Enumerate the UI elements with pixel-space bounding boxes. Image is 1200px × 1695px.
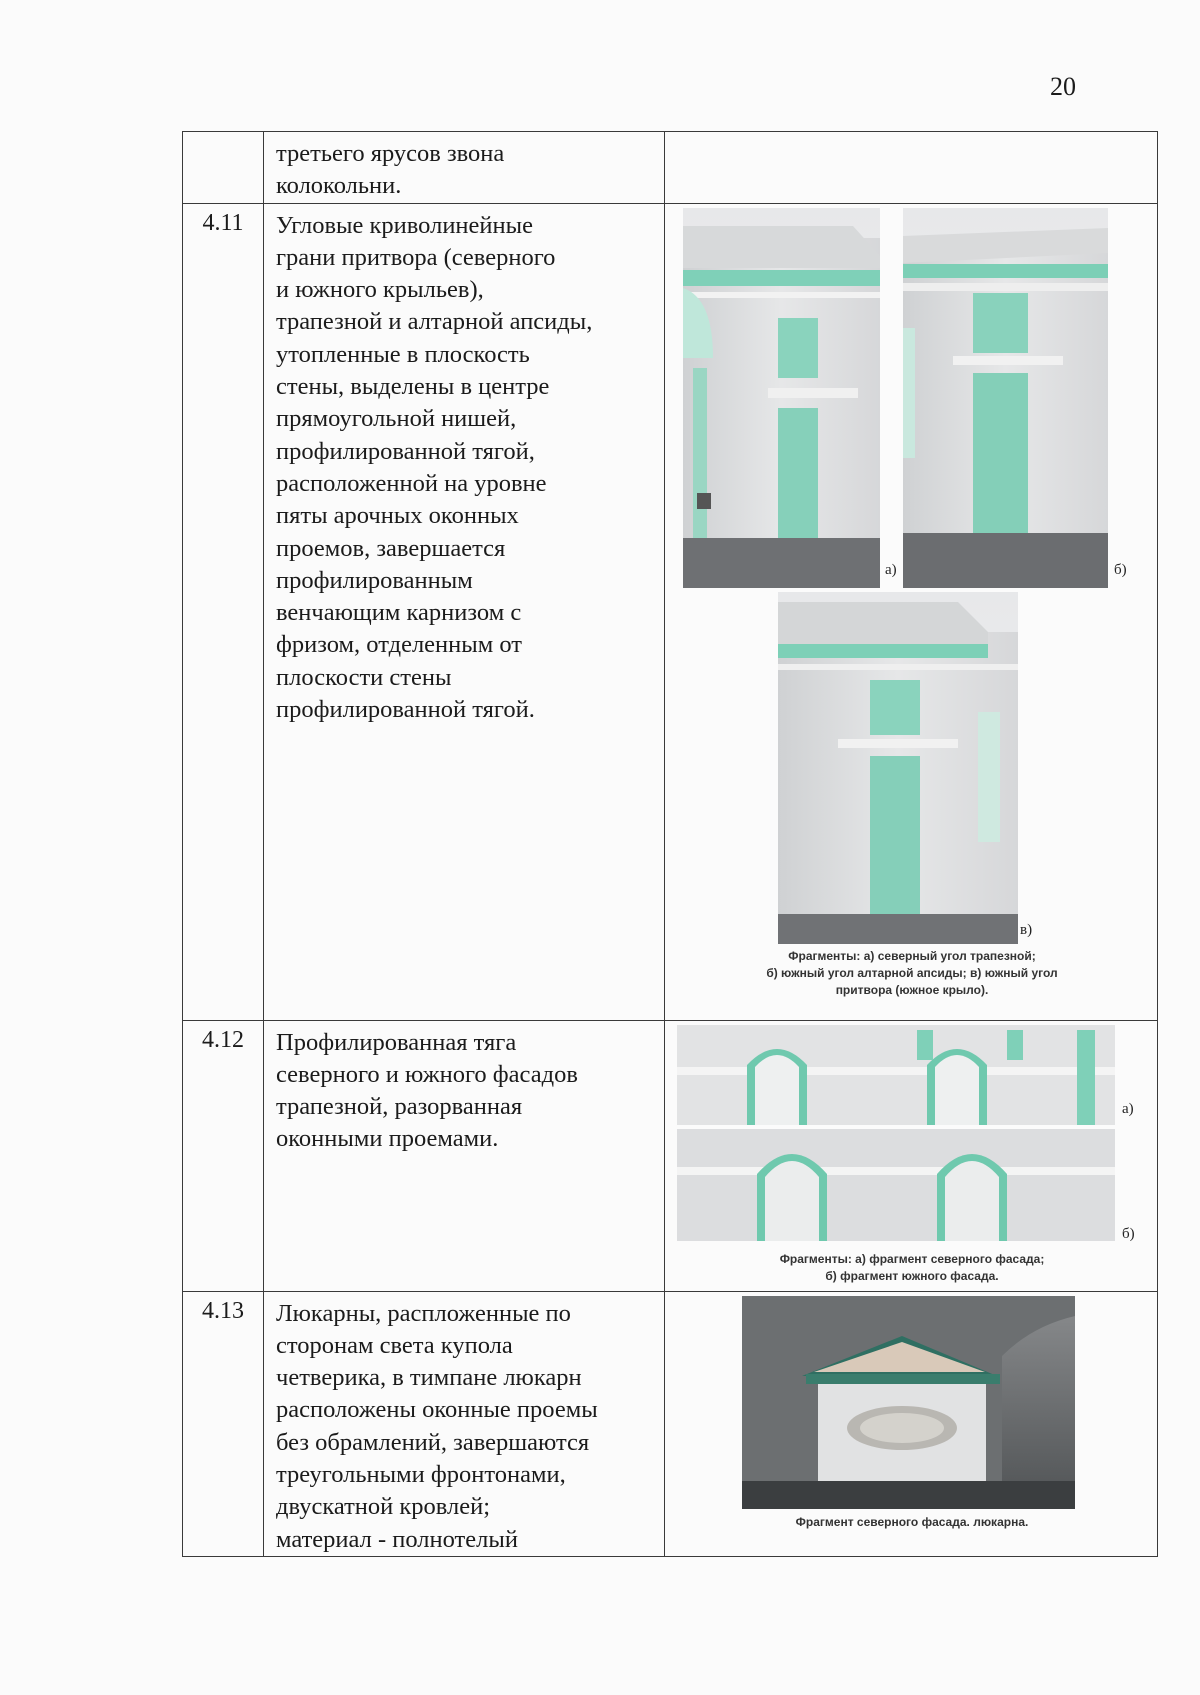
page-number: 20: [1050, 72, 1076, 101]
table-row: [183, 1291, 1158, 1556]
photo-caption: Фрагмент северного фасада. люкарна.: [795, 1514, 1029, 1529]
row-description: Профилированная тяга северного и южного фасадов трапезной, разорванная оконными проемами.: [264, 1020, 665, 1291]
photo-label: б): [1114, 561, 1127, 578]
row-illustration: [665, 1020, 1158, 1291]
photo-caption: Фрагменты: а) северный угол трапезной; б) южный угол алтарной апсиды; в) южный угол притвора (южное крыло).: [766, 948, 1058, 997]
table-row: [183, 132, 1158, 204]
row-illustration: [665, 1291, 1158, 1556]
photo-north-facade: [677, 1025, 1115, 1125]
row-description: Угловые криволинейные грани притвора (северного и южного крыльев), трапезной и алтарной апсиды, утопленные в плоскость стены, выделены в центре прямоугольной нишей, профилированной тягой, расположенной на уровне пяты арочных оконных проемов, завершается профилированным венчающим карнизом с фризом, отделенным от плоскости стены профилированной тягой.: [264, 203, 665, 1020]
photo-caption: Фрагменты: а) фрагмент северного фасада; б) фрагмент южного фасада.: [779, 1251, 1045, 1283]
row-description: Люкарны, распложенные по сторонам света купола четверика, в тимпане люкарн расположены оконные проемы без обрамлений, завершаются треугольными фронтонами, двускатной кровлей; материал - полнотелый: [264, 1291, 665, 1556]
row-illustration: [665, 203, 1158, 1020]
photo-label: б): [1122, 1225, 1135, 1242]
row-illustration: [665, 132, 1158, 204]
photo-south-facade: [677, 1129, 1115, 1241]
table-row: [183, 1020, 1158, 1291]
monument-elements-table: [182, 131, 1158, 1557]
row-number: 4.13: [183, 1291, 264, 1556]
row-description: третьего ярусов звона колокольни.: [264, 132, 665, 204]
photo-south-corner-narthex: [778, 592, 1018, 944]
row-number: 4.12: [183, 1020, 264, 1291]
table-row: [183, 203, 1158, 1020]
photo-label: а): [1122, 1100, 1134, 1117]
photo-lucarne: [742, 1296, 1075, 1509]
photo-south-corner-apse: [903, 208, 1108, 588]
row-number: [183, 132, 264, 204]
row-number: 4.11: [183, 203, 264, 1020]
photo-label: а): [885, 561, 897, 578]
photo-north-corner-refectory: [683, 208, 880, 588]
photo-label: в): [1020, 921, 1033, 938]
